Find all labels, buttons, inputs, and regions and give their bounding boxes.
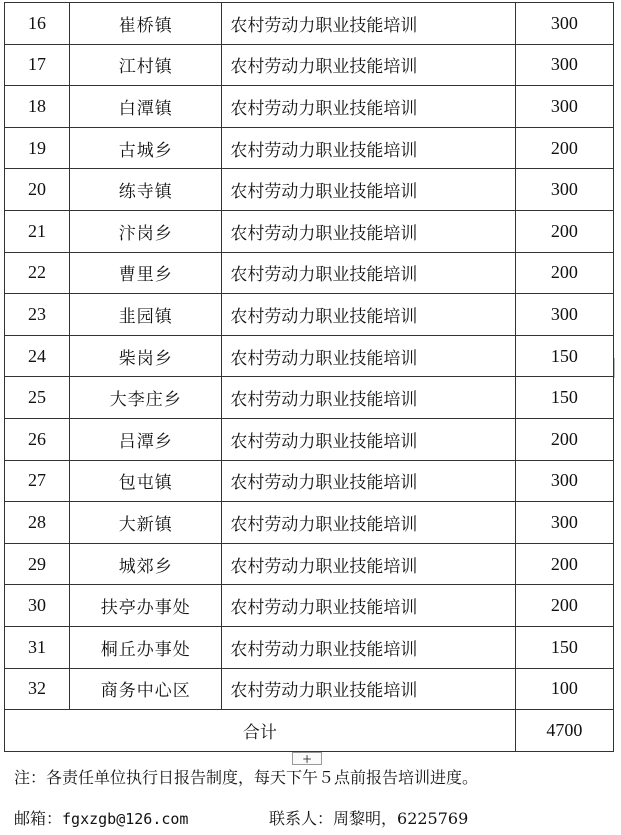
row-town: 汴岗乡 [70,210,222,252]
row-count: 200 [515,585,613,627]
row-count: 200 [515,252,613,294]
row-town: 练寺镇 [70,169,222,211]
table-row [5,294,614,336]
contact-person-block [269,806,468,829]
row-town: 柴岗乡 [70,335,222,377]
row-town: 商务中心区 [70,668,222,710]
row-town: 曹里乡 [70,252,222,294]
table-row [5,543,614,585]
row-number: 23 [5,294,70,336]
row-count: 200 [515,127,613,169]
row-project: 农村劳动力职业技能培训 [222,3,515,45]
row-count: 300 [515,3,613,45]
row-count: 300 [515,169,613,211]
training-table [4,2,614,752]
row-count: 300 [515,460,613,502]
row-town: 桐丘办事处 [70,626,222,668]
row-town: 吕潭乡 [70,418,222,460]
row-number: 22 [5,252,70,294]
row-number: 17 [5,44,70,86]
row-number: 24 [5,335,70,377]
row-town: 包屯镇 [70,460,222,502]
row-count: 200 [515,418,613,460]
table-row [5,169,614,211]
table-row [5,86,614,128]
row-number: 21 [5,210,70,252]
table-row [5,252,614,294]
row-project: 农村劳动力职业技能培训 [222,668,515,710]
email-address[interactable]: fgxzgb@126.com [62,810,189,828]
row-number: 28 [5,502,70,544]
row-town: 大新镇 [70,502,222,544]
table-row [5,418,614,460]
table-row [5,335,614,377]
row-project: 农村劳动力职业技能培训 [222,377,515,419]
row-number: 32 [5,668,70,710]
table-row [5,44,614,86]
total-label: 合计 [5,710,516,752]
row-town: 城郊乡 [70,543,222,585]
row-project: 农村劳动力职业技能培训 [222,127,515,169]
total-row [5,710,614,752]
table-body [5,3,614,710]
row-count: 100 [515,668,613,710]
row-project: 农村劳动力职业技能培训 [222,210,515,252]
row-town: 扶亭办事处 [70,585,222,627]
table-resize-handle[interactable] [614,358,621,378]
contact-line [14,806,614,829]
row-town: 江村镇 [70,44,222,86]
row-count: 200 [515,210,613,252]
table-row [5,377,614,419]
row-count: 300 [515,294,613,336]
add-row-button[interactable] [292,752,322,765]
table-row [5,668,614,710]
row-count: 300 [515,502,613,544]
row-project: 农村劳动力职业技能培训 [222,585,515,627]
row-count: 150 [515,377,613,419]
row-number: 31 [5,626,70,668]
row-town: 大李庄乡 [70,377,222,419]
email-label: 邮箱： [14,809,63,828]
row-number: 16 [5,3,70,45]
contact-person-label: 联系人： [269,809,334,828]
row-project: 农村劳动力职业技能培训 [222,418,515,460]
row-project: 农村劳动力职业技能培训 [222,626,515,668]
row-number: 30 [5,585,70,627]
row-count: 150 [515,626,613,668]
row-count: 200 [515,543,613,585]
contact-person-value: 周黎明，6225769 [333,809,469,828]
note-text: 注：各责任单位执行日报告制度，每天下午５点前报告培训进度。 [14,768,479,787]
row-project: 农村劳动力职业技能培训 [222,460,515,502]
row-town: 崔桥镇 [70,3,222,45]
row-project: 农村劳动力职业技能培训 [222,44,515,86]
row-number: 18 [5,86,70,128]
row-number: 25 [5,377,70,419]
row-project: 农村劳动力职业技能培训 [222,335,515,377]
row-town: 古城乡 [70,127,222,169]
row-project: 农村劳动力职业技能培训 [222,252,515,294]
row-count: 300 [515,86,613,128]
row-project: 农村劳动力职业技能培训 [222,543,515,585]
row-number: 19 [5,127,70,169]
row-number: 27 [5,460,70,502]
table-row [5,210,614,252]
table-row [5,127,614,169]
row-town: 韭园镇 [70,294,222,336]
plus-icon: + [301,752,313,766]
table-row [5,502,614,544]
table-row [5,3,614,45]
row-number: 20 [5,169,70,211]
row-project: 农村劳动力职业技能培训 [222,294,515,336]
table-row [5,626,614,668]
table-row [5,585,614,627]
table-row [5,460,614,502]
row-project: 农村劳动力职业技能培训 [222,502,515,544]
row-count: 150 [515,335,613,377]
row-number: 29 [5,543,70,585]
row-project: 农村劳动力职业技能培训 [222,169,515,211]
total-value: 4700 [515,710,613,752]
row-number: 26 [5,418,70,460]
row-count: 300 [515,44,613,86]
row-town: 白潭镇 [70,86,222,128]
row-project: 农村劳动力职业技能培训 [222,86,515,128]
